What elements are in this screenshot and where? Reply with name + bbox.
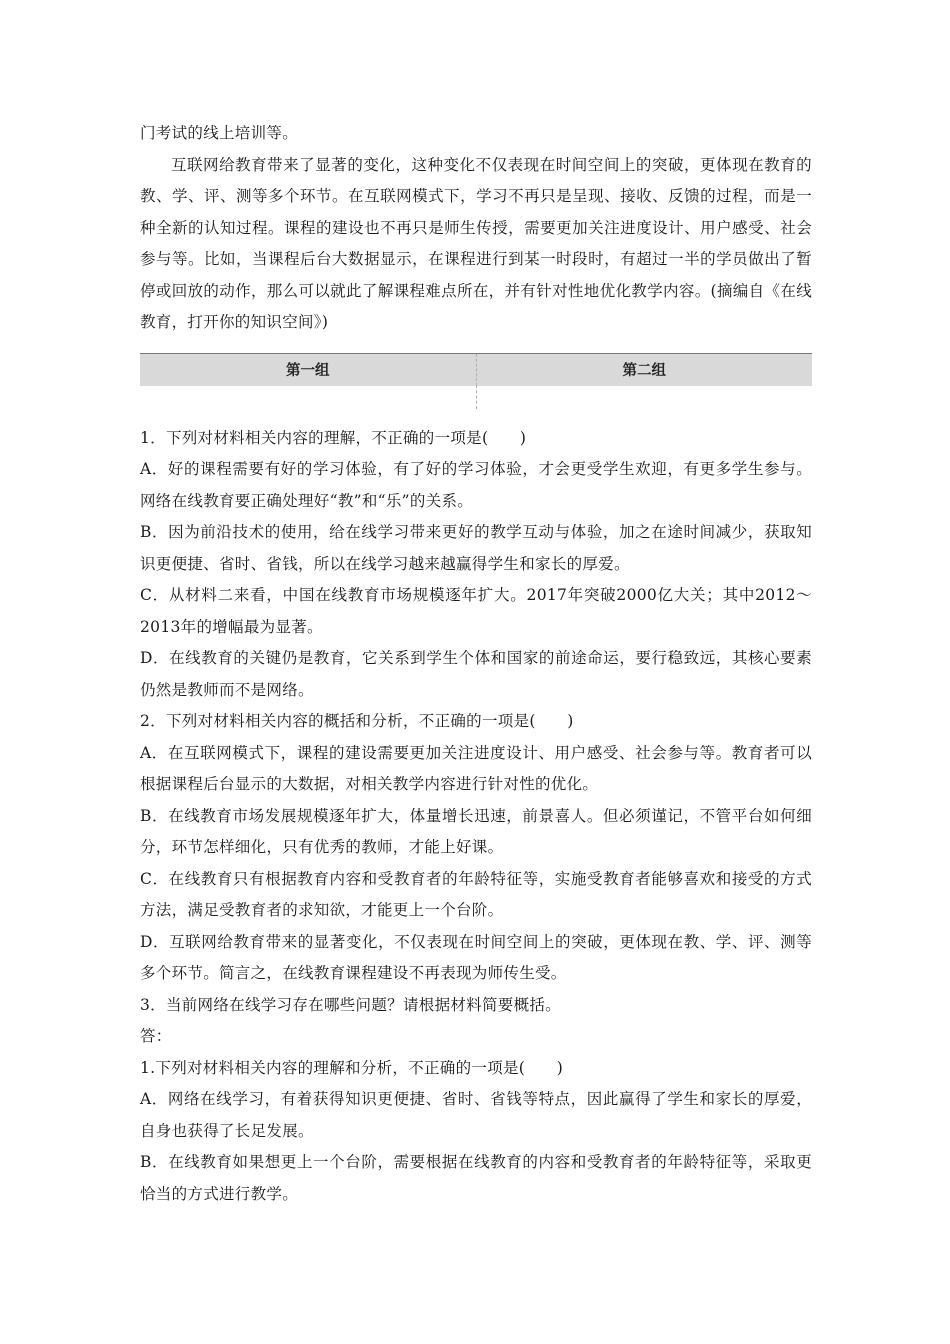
intro-continuation: 门考试的线上培训等。 [140,124,299,142]
question-1-option-a: A．好的课程需要有好的学习体验，有了好的学习体验，才会更受学生欢迎，有更多学生参与。网络在线教育要正确处理好“教”和“乐”的关系。 [140,460,812,510]
group-2-question-1-option-a: A．网络在线学习，有着获得知识更便捷、省时、省钱等特点，因此赢得了学生和家长的厚爱，自身也获得了长足发展。 [140,1090,812,1140]
question-1-stem: 1．下列对材料相关内容的理解，不正确的一项是( ) [140,428,527,447]
group-two-header: 第二组 [622,363,666,379]
group-table [140,353,812,411]
question-1-option-b: B．因为前沿技术的使用，给在线学习带来更好的教学互动与体验，加之在途时间减少，获取知识更便捷、省时、省钱，所以在线学习越来越赢得学生和家长的厚爱。 [140,523,812,573]
question-1-option-d: D．在线教育的关键仍是教育，它关系到学生个体和国家的前途命运，要行稳致远，其核心要素仍然是教师而不是网络。 [140,649,812,699]
document-page [140,118,812,1210]
question-list [140,423,812,1211]
group-2-question-1-option-b: B．在线教育如果想更上一个台阶，需要根据在线教育的内容和受教育者的年龄特征等，采取更恰当的方式进行教学。 [140,1153,812,1203]
question-2-option-d: D．互联网给教育带来的显著变化，不仅表现在时间空间上的突破，更体现在教、学、评、测等多个环节。简言之，在线教育课程建设不再表现为师传生受。 [140,932,812,982]
question-2-option-a: A．在互联网模式下，课程的建设需要更加关注进度设计、用户感受、社会参与等。教育者可以根据课程后台显示的大数据，对相关教学内容进行针对性的优化。 [140,743,812,793]
question-3-stem: 3．当前网络在线学习存在哪些问题？请根据材料简要概括。 [140,995,561,1014]
intro-paragraph: 互联网给教育带来了显著的变化，这种变化不仅表现在时间空间上的突破，更体现在教育的教、学、评、测等多个环节。在互联网模式下，学习不再只是呈现、接收、反馈的过程，而是一种全新的认知过程。课程的建设也不再只是师生传授，需要更加关注进度设计、用户感受、社会参与等。比如，当课程后台大数据显示，在课程进行到某一时段时，有超过一半的学员做出了暂停或回放的动作，那么可以就此了解课程难点所在，并有针对性地优化教学内容。(摘编自《在线教育，打开你的知识空间》) [140,155,812,331]
question-2-stem: 2．下列对材料相关内容的概括和分析，不正确的一项是( ) [140,712,574,730]
group-header [140,353,812,386]
question-1-option-c: C．从材料二来看，中国在线教育市场规模逐年扩大。2017年突破2000亿大关；其中2012～2013年的增幅最为显著。 [140,586,812,636]
answer-label: 答： [140,1027,172,1045]
group-2-question-1-stem: 1.下列对材料相关内容的理解和分析，不正确的一项是( ) [140,1058,564,1077]
group-one-header: 第一组 [140,354,477,386]
question-2-option-b: B．在线教育市场发展规模逐年扩大，体量增长迅速，前景喜人。但必须谨记，不管平台如何细分，环节怎样细化，只有优秀的教师，才能上好课。 [140,806,812,856]
question-2-option-c: C．在线教育只有根据教育内容和受教育者的年龄特征等，实施受教育者能够喜欢和接受的方式方法，满足受教育者的求知欲，才能更上一个台阶。 [140,869,812,919]
group-divider [476,385,477,409]
